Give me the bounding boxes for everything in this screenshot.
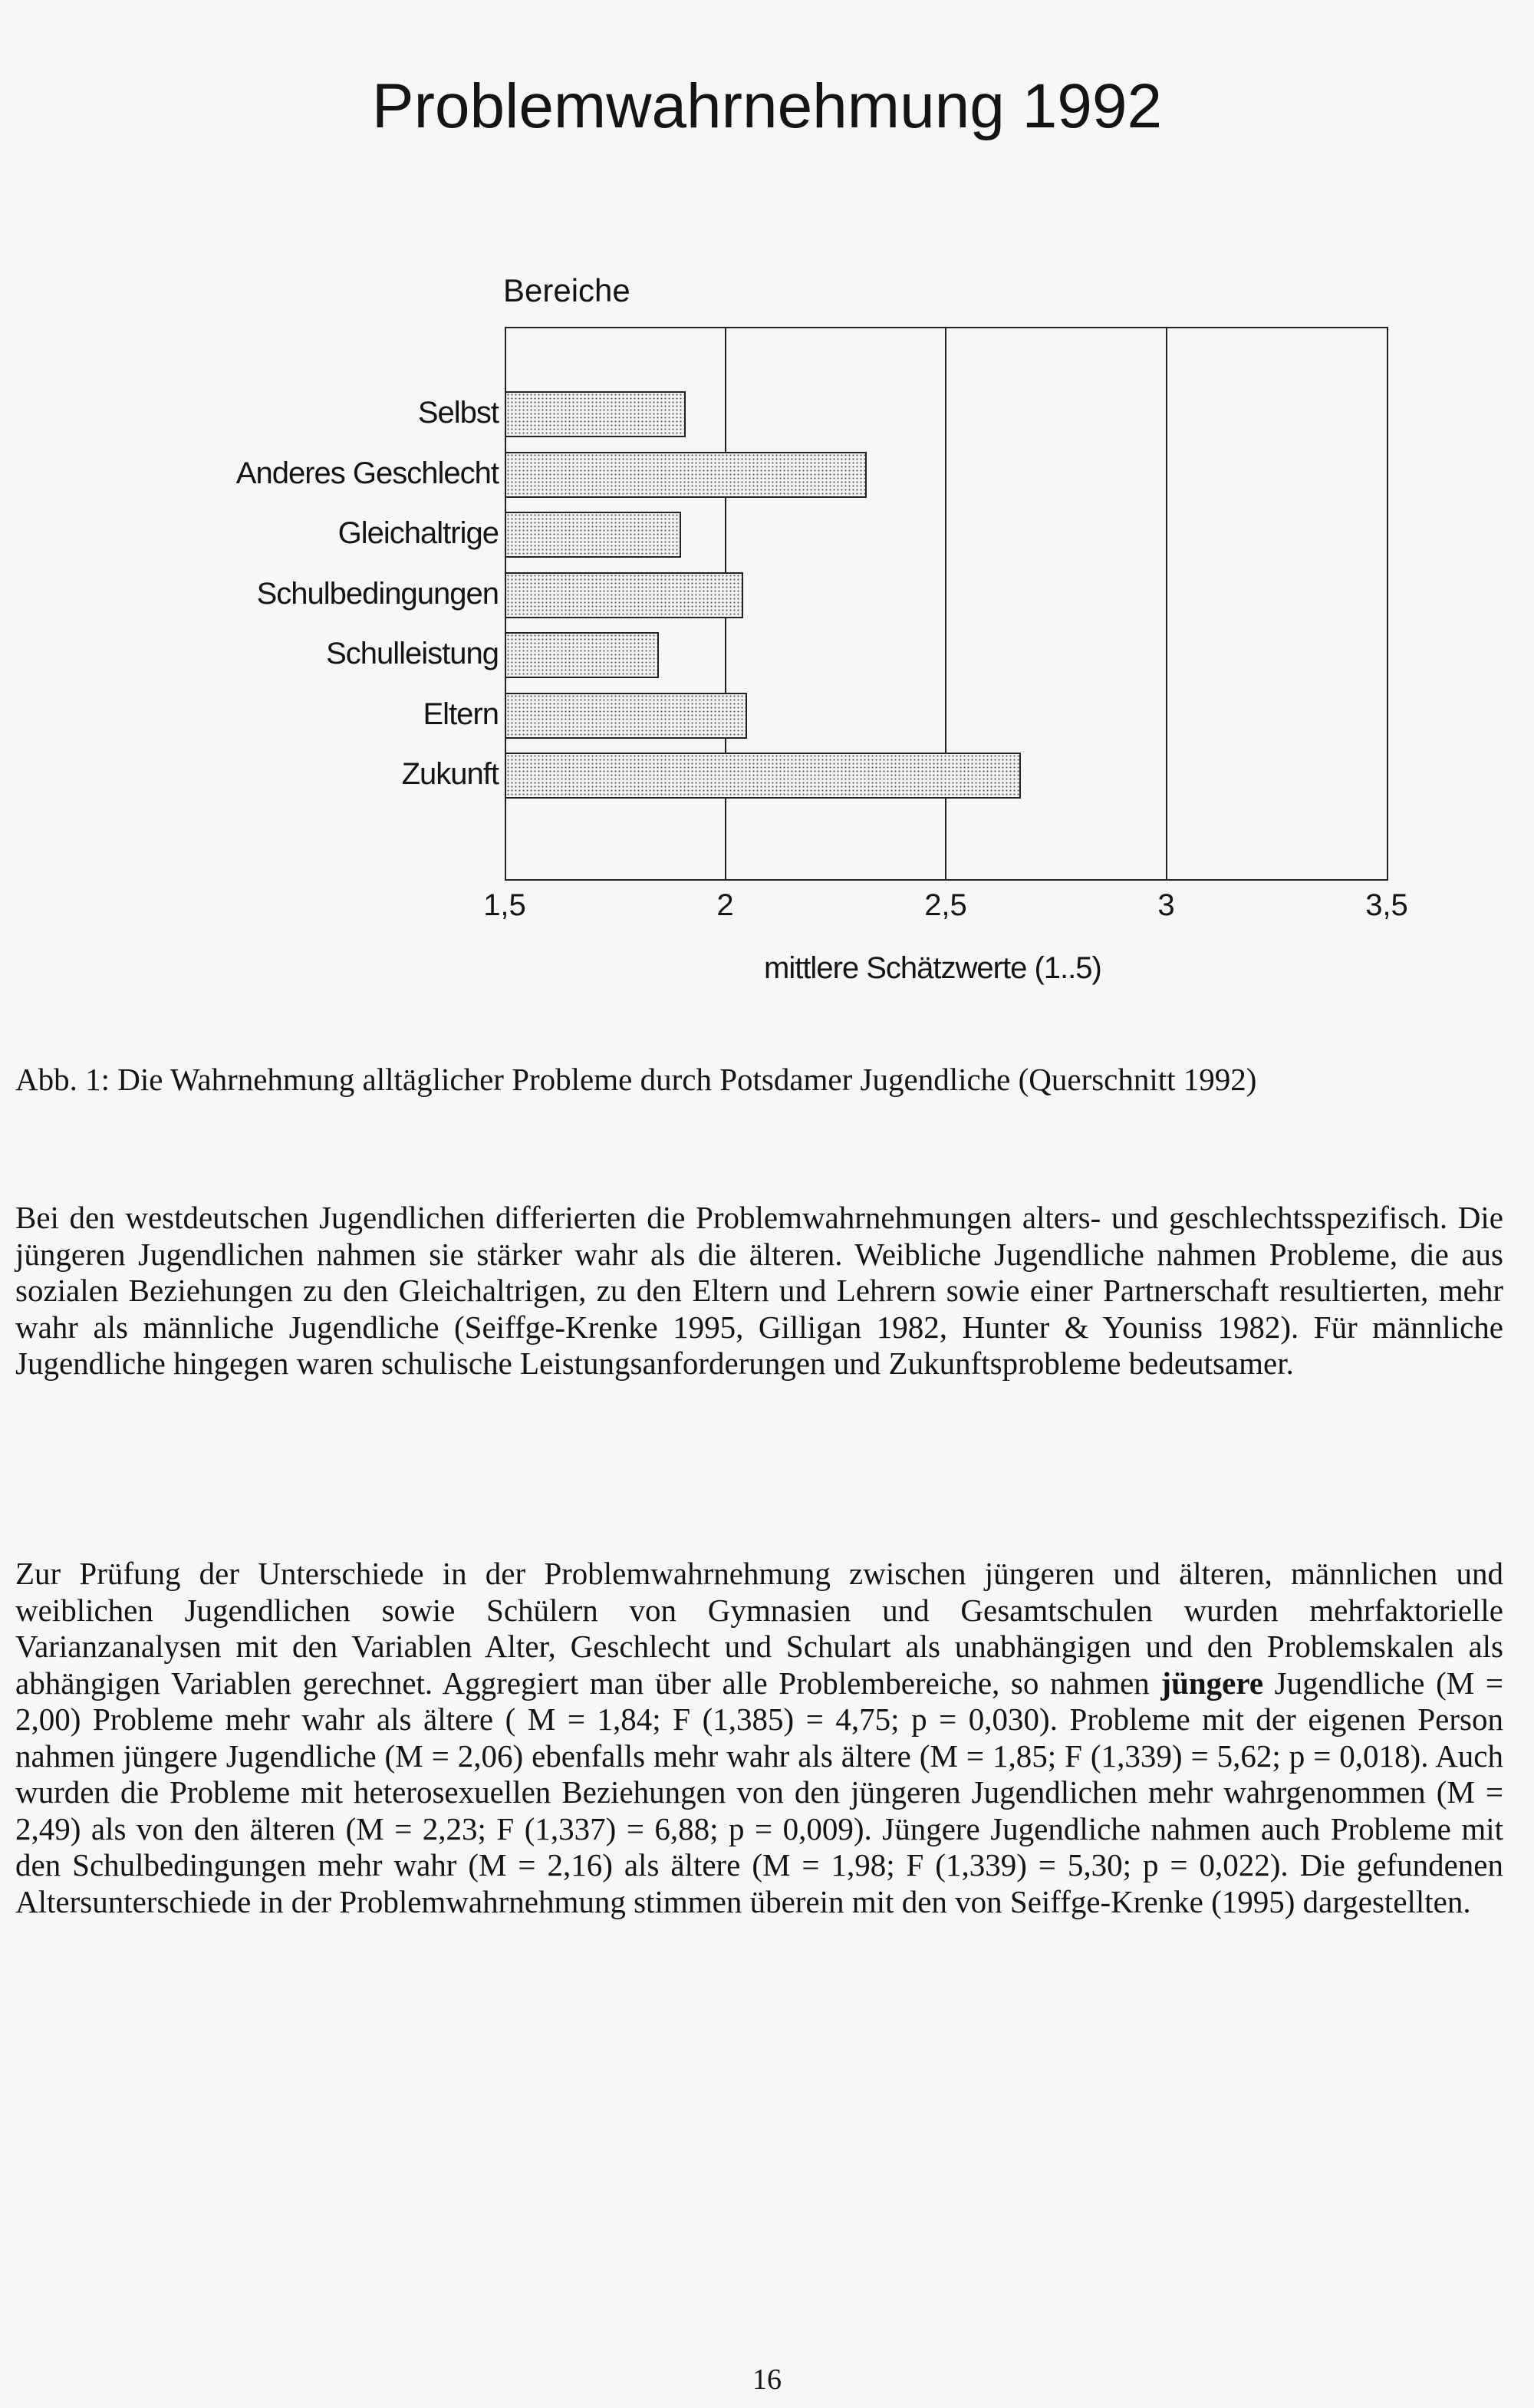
caption-text: Die Wahrnehmung alltäglicher Probleme durch Potsdamer Jugendliche (Querschnitt 1992)	[117, 1062, 1257, 1097]
emphasis-juengere: jüngere	[1160, 1665, 1264, 1701]
paragraph-2-part-2: Jugendliche (M = 2,00) Probleme mehr wahr als ältere ( M = 1,84; F (1,385) = 4,75; p = 0,030). Probleme mit der eigenen Person nahmen jüngere Jugendliche (M = 2,06) ebenfalls mehr wahr als ältere (M = 1,85; F (1,339) = 5,62; p = 0,018). Auch wurden die Probleme mit heterosexuellen Beziehungen von den jüngeren Jugendlichen mehr wahrgenommen (M = 2,49) als von den älteren (M = 2,23; F (1,337) = 6,88; p = 0,009). Jüngere Jugendliche nahmen auch Probleme mit den Schulbedingungen mehr wahr (M = 2,16) als ältere (M = 1,98; F (1,339) = 5,30; p = 0,022). Die gefundenen Altersunterschiede in der Problemwahrnehmung stimmen überein mit den von Seiffge-Krenke (1995) dargestellten.	[15, 1665, 1503, 1919]
bar-anderes-geschlecht	[505, 452, 867, 498]
figure-caption	[15, 1060, 1534, 1099]
bar-gleichaltrige	[505, 512, 681, 558]
x-tick-label: 3,5	[1365, 888, 1408, 922]
x-tick-label: 1,5	[483, 888, 526, 922]
bar-selbst	[505, 391, 686, 437]
category-label: Anderes Geschlecht	[235, 456, 499, 490]
bar-schulleistung	[505, 632, 659, 678]
caption-label: Abb. 1:	[15, 1062, 110, 1097]
x-tick-label: 2	[716, 888, 734, 922]
body-paragraph-1: Bei den westdeutschen Jugendlichen differierten die Problemwahrnehmungen alters- und geschlechtsspezifisch. Die jüngeren Jugendlichen nahmen sie stärker wahr als die älteren. Weibliche Jugendliche nahmen Probleme, die aus sozialen Beziehungen zu den Gleichaltrigen, zu den Eltern und Lehrern sowie einer Partnerschaft resultierten, mehr wahr als männliche Jugendliche (Seiffge-Krenke 1995, Gilligan 1982, Hunter & Youniss 1982). Für männliche Jugendliche hingegen waren schulische Leistungsanforderungen und Zukunftsprobleme bedeutsamer.	[15, 1200, 1503, 1381]
y-axis-title: Bereiche	[503, 272, 630, 308]
category-label: Zukunft	[401, 757, 499, 791]
page-number: 16	[752, 2364, 782, 2396]
category-label: Schulleistung	[326, 637, 499, 670]
paragraph-2-part-1: Zur Prüfung der Unterschiede in der Problemwahrnehmung zwischen jüngeren und älteren, männlichen und weiblichen Jugendlichen sowie Schülern von Gymnasien und Gesamtschulen wurden mehrfaktorielle Varianzanalysen mit den Variablen Alter, Geschlecht und Schulart als unabhängigen und den Problemskalen als abhängigen Variablen gerechnet. Aggregiert man über alle Problembereiche, so nahmen	[15, 1556, 1503, 1701]
x-axis-title: mittlere Schätzwerte (1..5)	[764, 951, 1101, 985]
bar-schulbedingungen	[505, 572, 743, 618]
gridline	[1166, 327, 1167, 881]
category-label: Selbst	[417, 396, 499, 430]
category-label: Gleichaltrige	[337, 516, 499, 550]
x-tick-label: 3	[1157, 888, 1175, 922]
bar-eltern	[505, 693, 747, 739]
category-label: Schulbedingungen	[256, 576, 499, 611]
x-tick-label: 2,5	[924, 888, 967, 922]
body-paragraph-2	[15, 1556, 1503, 1920]
category-label: Eltern	[423, 697, 499, 731]
bar-zukunft	[505, 753, 1021, 799]
chart-title: Problemwahrnehmung 1992	[371, 71, 1163, 141]
